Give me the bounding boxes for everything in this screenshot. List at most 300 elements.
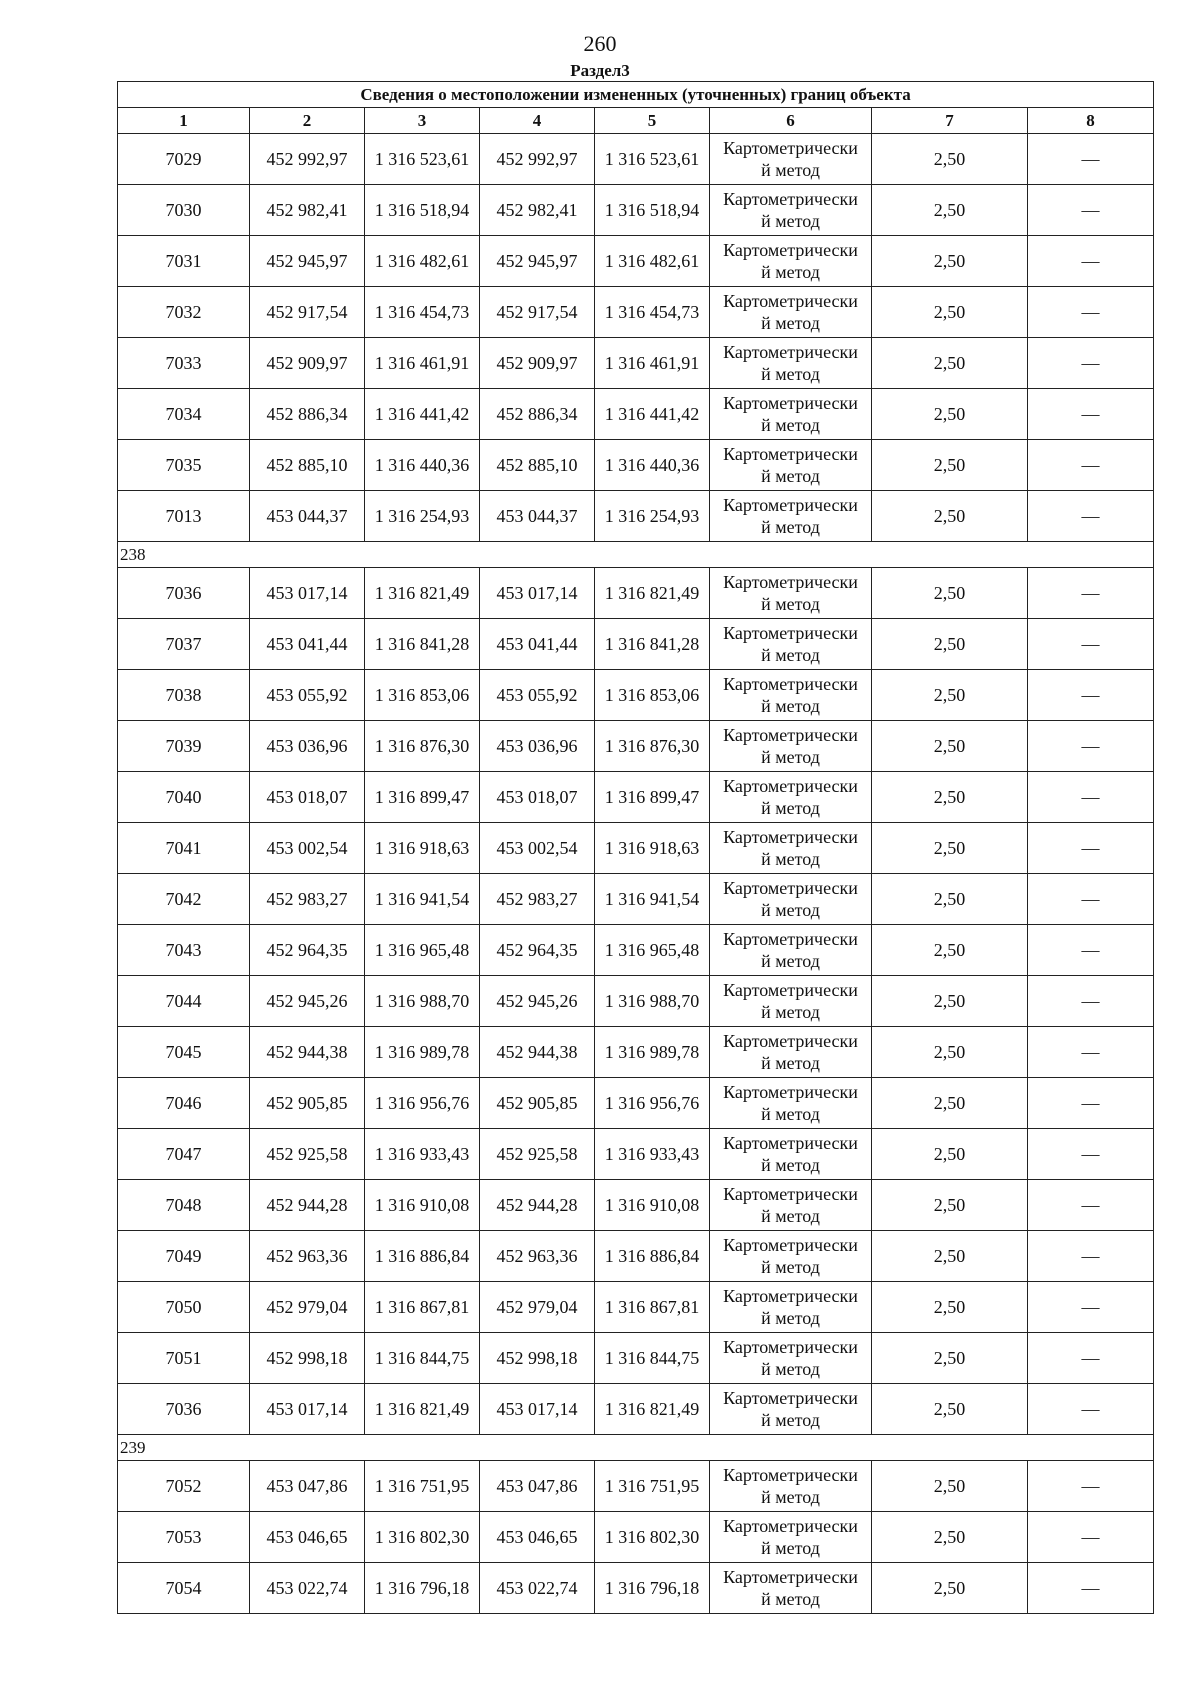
method-text-line: й метод: [761, 466, 820, 486]
cell-y-old: 1 316 461,91: [365, 338, 480, 389]
column-number-1: 1: [118, 108, 250, 134]
cell-y-old: 1 316 886,84: [365, 1231, 480, 1282]
cell-method: [710, 134, 872, 185]
cell-method: [710, 1231, 872, 1282]
cell-method: [710, 1180, 872, 1231]
method-text-line: Картометрически: [723, 929, 858, 949]
cell-y-new: 1 316 440,36: [595, 440, 710, 491]
cell-method: [710, 1078, 872, 1129]
method-text-line: Картометрически: [723, 1184, 858, 1204]
cell-x-new: 452 905,85: [480, 1078, 595, 1129]
cell-description: —: [1028, 568, 1154, 619]
cell-y-old: 1 316 941,54: [365, 874, 480, 925]
cell-description: —: [1028, 338, 1154, 389]
cell-point-number: 7054: [118, 1563, 250, 1614]
cell-accuracy: 2,50: [872, 823, 1028, 874]
cell-accuracy: 2,50: [872, 1563, 1028, 1614]
method-text-line: Картометрически: [723, 1337, 858, 1357]
cell-x-new: 452 945,26: [480, 976, 595, 1027]
cell-x-old: 452 925,58: [250, 1129, 365, 1180]
cell-x-old: 452 909,97: [250, 338, 365, 389]
column-number-7: 7: [872, 108, 1028, 134]
cell-description: —: [1028, 236, 1154, 287]
table-row: [118, 1129, 1154, 1180]
table-caption: Сведения о местоположении измененных (уточненных) границ объекта: [118, 82, 1154, 108]
cell-x-new: 453 047,86: [480, 1461, 595, 1512]
cell-accuracy: 2,50: [872, 491, 1028, 542]
cell-description: —: [1028, 772, 1154, 823]
cell-x-new: 452 992,97: [480, 134, 595, 185]
cell-description: —: [1028, 287, 1154, 338]
cell-accuracy: 2,50: [872, 134, 1028, 185]
cell-y-old: 1 316 876,30: [365, 721, 480, 772]
cell-x-old: 452 944,38: [250, 1027, 365, 1078]
method-text-line: й метод: [761, 211, 820, 231]
cell-accuracy: 2,50: [872, 874, 1028, 925]
cell-method: [710, 1512, 872, 1563]
cell-accuracy: 2,50: [872, 338, 1028, 389]
cell-y-old: 1 316 254,93: [365, 491, 480, 542]
cell-y-new: 1 316 802,30: [595, 1512, 710, 1563]
table-row: [118, 925, 1154, 976]
table-row: [118, 976, 1154, 1027]
cell-method: [710, 236, 872, 287]
cell-x-old: 452 886,34: [250, 389, 365, 440]
cell-description: —: [1028, 134, 1154, 185]
cell-accuracy: 2,50: [872, 236, 1028, 287]
cell-y-new: 1 316 965,48: [595, 925, 710, 976]
table-row: [118, 874, 1154, 925]
cell-method: [710, 440, 872, 491]
cell-x-old: 453 055,92: [250, 670, 365, 721]
method-text-line: Картометрически: [723, 495, 858, 515]
cell-y-old: 1 316 751,95: [365, 1461, 480, 1512]
cell-accuracy: 2,50: [872, 1027, 1028, 1078]
cell-y-new: 1 316 899,47: [595, 772, 710, 823]
method-text-line: й метод: [761, 798, 820, 818]
cell-x-new: 453 022,74: [480, 1563, 595, 1614]
method-text-line: й метод: [761, 313, 820, 333]
cell-x-old: 453 017,14: [250, 568, 365, 619]
cell-description: —: [1028, 1384, 1154, 1435]
cell-description: —: [1028, 1027, 1154, 1078]
cell-y-new: 1 316 454,73: [595, 287, 710, 338]
cell-y-old: 1 316 821,49: [365, 1384, 480, 1435]
cell-method: [710, 874, 872, 925]
table-row: [118, 389, 1154, 440]
cell-description: —: [1028, 1180, 1154, 1231]
cell-accuracy: 2,50: [872, 1282, 1028, 1333]
cell-y-new: 1 316 821,49: [595, 1384, 710, 1435]
method-text-line: й метод: [761, 1053, 820, 1073]
cell-y-old: 1 316 440,36: [365, 440, 480, 491]
cell-point-number: 7048: [118, 1180, 250, 1231]
cell-description: —: [1028, 976, 1154, 1027]
cell-method: [710, 925, 872, 976]
method-text-line: Картометрически: [723, 1465, 858, 1485]
cell-point-number: 7032: [118, 287, 250, 338]
cell-description: —: [1028, 1078, 1154, 1129]
cell-method: [710, 338, 872, 389]
cell-point-number: 7036: [118, 568, 250, 619]
method-text-line: й метод: [761, 645, 820, 665]
method-text-line: й метод: [761, 747, 820, 767]
cell-x-new: 453 041,44: [480, 619, 595, 670]
cell-accuracy: 2,50: [872, 440, 1028, 491]
cell-x-new: 453 018,07: [480, 772, 595, 823]
method-text-line: Картометрически: [723, 138, 858, 158]
cell-method: [710, 491, 872, 542]
cell-y-old: 1 316 844,75: [365, 1333, 480, 1384]
section-title: Раздел3: [570, 61, 630, 80]
cell-y-old: 1 316 821,49: [365, 568, 480, 619]
method-text-line: й метод: [761, 1002, 820, 1022]
column-numbers-row: [118, 108, 1154, 134]
cell-x-old: 452 992,97: [250, 134, 365, 185]
cell-x-old: 452 905,85: [250, 1078, 365, 1129]
method-text-line: Картометрически: [723, 393, 858, 413]
cell-point-number: 7052: [118, 1461, 250, 1512]
cell-x-old: 452 885,10: [250, 440, 365, 491]
method-text-line: Картометрически: [723, 674, 858, 694]
method-text-line: й метод: [761, 1206, 820, 1226]
table-row: [118, 772, 1154, 823]
cell-method: [710, 568, 872, 619]
cell-description: —: [1028, 1461, 1154, 1512]
table-row: [118, 1282, 1154, 1333]
cell-point-number: 7044: [118, 976, 250, 1027]
cell-x-old: 453 041,44: [250, 619, 365, 670]
method-text-line: Картометрически: [723, 189, 858, 209]
cell-accuracy: 2,50: [872, 185, 1028, 236]
group-label: 238: [118, 542, 1154, 568]
table-row: [118, 1461, 1154, 1512]
cell-point-number: 7050: [118, 1282, 250, 1333]
cell-y-old: 1 316 802,30: [365, 1512, 480, 1563]
cell-x-new: 452 944,38: [480, 1027, 595, 1078]
table-row: [118, 491, 1154, 542]
cell-accuracy: 2,50: [872, 568, 1028, 619]
cell-x-new: 452 925,58: [480, 1129, 595, 1180]
cell-x-new: 452 998,18: [480, 1333, 595, 1384]
cell-x-new: 452 963,36: [480, 1231, 595, 1282]
cell-x-new: 452 917,54: [480, 287, 595, 338]
cell-y-new: 1 316 518,94: [595, 185, 710, 236]
cell-method: [710, 389, 872, 440]
cell-x-old: 452 964,35: [250, 925, 365, 976]
cell-description: —: [1028, 619, 1154, 670]
cell-x-old: 453 017,14: [250, 1384, 365, 1435]
cell-x-old: 452 998,18: [250, 1333, 365, 1384]
cell-description: —: [1028, 1333, 1154, 1384]
method-text-line: й метод: [761, 1410, 820, 1430]
cell-y-new: 1 316 796,18: [595, 1563, 710, 1614]
cell-method: [710, 619, 872, 670]
method-text-line: й метод: [761, 849, 820, 869]
group-row: [118, 1435, 1154, 1461]
cell-description: —: [1028, 491, 1154, 542]
cell-y-new: 1 316 910,08: [595, 1180, 710, 1231]
cell-y-new: 1 316 523,61: [595, 134, 710, 185]
cell-y-new: 1 316 867,81: [595, 1282, 710, 1333]
method-text-line: Картометрически: [723, 827, 858, 847]
method-text-line: й метод: [761, 1104, 820, 1124]
page-number: 260: [583, 31, 617, 56]
table-row: [118, 236, 1154, 287]
method-text-line: й метод: [761, 594, 820, 614]
cell-y-new: 1 316 751,95: [595, 1461, 710, 1512]
cell-method: [710, 1384, 872, 1435]
cell-accuracy: 2,50: [872, 976, 1028, 1027]
cell-y-old: 1 316 796,18: [365, 1563, 480, 1614]
cell-method: [710, 772, 872, 823]
cell-description: —: [1028, 823, 1154, 874]
table-row: [118, 823, 1154, 874]
column-number-2: 2: [250, 108, 365, 134]
cell-y-new: 1 316 876,30: [595, 721, 710, 772]
cell-description: —: [1028, 1282, 1154, 1333]
cell-x-new: 452 885,10: [480, 440, 595, 491]
cell-y-new: 1 316 956,76: [595, 1078, 710, 1129]
method-text-line: й метод: [761, 1155, 820, 1175]
cell-method: [710, 1027, 872, 1078]
cell-point-number: 7037: [118, 619, 250, 670]
cell-accuracy: 2,50: [872, 1512, 1028, 1563]
cell-method: [710, 185, 872, 236]
method-text-line: й метод: [761, 1359, 820, 1379]
cell-y-old: 1 316 899,47: [365, 772, 480, 823]
cell-accuracy: 2,50: [872, 287, 1028, 338]
column-number-6: 6: [710, 108, 872, 134]
cell-y-new: 1 316 844,75: [595, 1333, 710, 1384]
table-row: [118, 185, 1154, 236]
cell-accuracy: 2,50: [872, 619, 1028, 670]
table-row: [118, 1231, 1154, 1282]
cell-description: —: [1028, 670, 1154, 721]
cell-accuracy: 2,50: [872, 721, 1028, 772]
cell-x-old: 453 022,74: [250, 1563, 365, 1614]
table-row: [118, 1563, 1154, 1614]
cell-description: —: [1028, 1129, 1154, 1180]
cell-accuracy: 2,50: [872, 1333, 1028, 1384]
cell-y-new: 1 316 918,63: [595, 823, 710, 874]
method-text-line: й метод: [761, 1487, 820, 1507]
cell-y-old: 1 316 910,08: [365, 1180, 480, 1231]
cell-description: —: [1028, 925, 1154, 976]
cell-x-old: 452 944,28: [250, 1180, 365, 1231]
cell-description: —: [1028, 389, 1154, 440]
cell-description: —: [1028, 1563, 1154, 1614]
cell-x-old: 453 046,65: [250, 1512, 365, 1563]
cell-x-old: 452 979,04: [250, 1282, 365, 1333]
method-text-line: й метод: [761, 1538, 820, 1558]
column-number-4: 4: [480, 108, 595, 134]
cell-description: —: [1028, 1512, 1154, 1563]
cell-y-new: 1 316 441,42: [595, 389, 710, 440]
cell-accuracy: 2,50: [872, 389, 1028, 440]
table-row: [118, 1333, 1154, 1384]
cell-point-number: 7013: [118, 491, 250, 542]
table-row: [118, 134, 1154, 185]
cell-x-new: 453 055,92: [480, 670, 595, 721]
table-row: [118, 440, 1154, 491]
cell-x-new: 453 036,96: [480, 721, 595, 772]
method-text-line: Картометрически: [723, 291, 858, 311]
cell-x-old: 452 983,27: [250, 874, 365, 925]
method-text-line: й метод: [761, 1589, 820, 1609]
cell-point-number: 7040: [118, 772, 250, 823]
cell-x-old: 453 044,37: [250, 491, 365, 542]
cell-method: [710, 976, 872, 1027]
table-row: [118, 670, 1154, 721]
cell-point-number: 7051: [118, 1333, 250, 1384]
table-row: [118, 721, 1154, 772]
cell-accuracy: 2,50: [872, 1180, 1028, 1231]
cell-point-number: 7034: [118, 389, 250, 440]
cell-x-new: 452 944,28: [480, 1180, 595, 1231]
cell-y-old: 1 316 853,06: [365, 670, 480, 721]
cell-accuracy: 2,50: [872, 925, 1028, 976]
cell-point-number: 7043: [118, 925, 250, 976]
method-text-line: й метод: [761, 951, 820, 971]
method-text-line: Картометрически: [723, 1388, 858, 1408]
table-row: [118, 1078, 1154, 1129]
method-text-line: Картометрически: [723, 572, 858, 592]
cell-method: [710, 721, 872, 772]
cell-description: —: [1028, 1231, 1154, 1282]
cell-point-number: 7033: [118, 338, 250, 389]
cell-x-new: 453 017,14: [480, 1384, 595, 1435]
cell-point-number: 7042: [118, 874, 250, 925]
method-text-line: Картометрически: [723, 623, 858, 643]
cell-y-new: 1 316 254,93: [595, 491, 710, 542]
method-text-line: й метод: [761, 1308, 820, 1328]
cell-x-new: 452 983,27: [480, 874, 595, 925]
cell-y-old: 1 316 989,78: [365, 1027, 480, 1078]
method-text-line: й метод: [761, 900, 820, 920]
method-text-line: Картометрически: [723, 1516, 858, 1536]
cell-x-new: 452 979,04: [480, 1282, 595, 1333]
cell-x-new: 452 964,35: [480, 925, 595, 976]
column-number-5: 5: [595, 108, 710, 134]
cell-x-new: 452 886,34: [480, 389, 595, 440]
method-text-line: й метод: [761, 1257, 820, 1277]
cell-method: [710, 1129, 872, 1180]
cell-y-new: 1 316 841,28: [595, 619, 710, 670]
group-label: 239: [118, 1435, 1154, 1461]
table-row: [118, 1027, 1154, 1078]
method-text-line: Картометрически: [723, 776, 858, 796]
cell-accuracy: 2,50: [872, 772, 1028, 823]
cell-point-number: 7041: [118, 823, 250, 874]
method-text-line: Картометрически: [723, 725, 858, 745]
cell-x-old: 453 018,07: [250, 772, 365, 823]
column-number-3: 3: [365, 108, 480, 134]
group-row: [118, 542, 1154, 568]
cell-x-old: 452 945,97: [250, 236, 365, 287]
cell-x-new: 452 982,41: [480, 185, 595, 236]
method-text-line: Картометрически: [723, 1235, 858, 1255]
column-number-8: 8: [1028, 108, 1154, 134]
cell-y-old: 1 316 454,73: [365, 287, 480, 338]
cell-y-old: 1 316 965,48: [365, 925, 480, 976]
cell-y-old: 1 316 918,63: [365, 823, 480, 874]
method-text-line: й метод: [761, 160, 820, 180]
cell-point-number: 7031: [118, 236, 250, 287]
cell-x-new: 453 017,14: [480, 568, 595, 619]
method-text-line: Картометрически: [723, 1031, 858, 1051]
cell-accuracy: 2,50: [872, 1461, 1028, 1512]
cell-description: —: [1028, 185, 1154, 236]
cell-description: —: [1028, 874, 1154, 925]
table-row: [118, 1180, 1154, 1231]
method-text-line: Картометрически: [723, 878, 858, 898]
table-row: [118, 1512, 1154, 1563]
cell-point-number: 7038: [118, 670, 250, 721]
cell-method: [710, 1282, 872, 1333]
cell-x-new: 452 945,97: [480, 236, 595, 287]
cell-point-number: 7035: [118, 440, 250, 491]
cell-y-old: 1 316 956,76: [365, 1078, 480, 1129]
cell-point-number: 7046: [118, 1078, 250, 1129]
cell-y-old: 1 316 988,70: [365, 976, 480, 1027]
cell-y-new: 1 316 989,78: [595, 1027, 710, 1078]
table-row: [118, 568, 1154, 619]
cell-x-new: 452 909,97: [480, 338, 595, 389]
method-text-line: Картометрически: [723, 1567, 858, 1587]
cell-method: [710, 1461, 872, 1512]
cell-x-new: 453 044,37: [480, 491, 595, 542]
method-text-line: й метод: [761, 262, 820, 282]
cell-x-old: 453 036,96: [250, 721, 365, 772]
method-text-line: Картометрически: [723, 1133, 858, 1153]
cell-y-new: 1 316 821,49: [595, 568, 710, 619]
cell-description: —: [1028, 721, 1154, 772]
cell-x-old: 453 047,86: [250, 1461, 365, 1512]
cell-y-new: 1 316 886,84: [595, 1231, 710, 1282]
table-row: [118, 338, 1154, 389]
method-text-line: Картометрически: [723, 444, 858, 464]
method-text-line: й метод: [761, 696, 820, 716]
method-text-line: й метод: [761, 415, 820, 435]
table-row: [118, 619, 1154, 670]
method-text-line: й метод: [761, 364, 820, 384]
cell-point-number: 7039: [118, 721, 250, 772]
table-row: [118, 1384, 1154, 1435]
cell-x-new: 453 046,65: [480, 1512, 595, 1563]
cell-accuracy: 2,50: [872, 670, 1028, 721]
cell-point-number: 7036: [118, 1384, 250, 1435]
cell-x-old: 453 002,54: [250, 823, 365, 874]
cell-method: [710, 1333, 872, 1384]
cell-y-old: 1 316 933,43: [365, 1129, 480, 1180]
method-text-line: й метод: [761, 517, 820, 537]
cell-y-new: 1 316 482,61: [595, 236, 710, 287]
cell-y-old: 1 316 482,61: [365, 236, 480, 287]
cell-y-new: 1 316 988,70: [595, 976, 710, 1027]
cell-x-old: 452 963,36: [250, 1231, 365, 1282]
cell-x-old: 452 945,26: [250, 976, 365, 1027]
cell-x-old: 452 917,54: [250, 287, 365, 338]
table-row: [118, 287, 1154, 338]
cell-point-number: 7029: [118, 134, 250, 185]
cell-y-new: 1 316 461,91: [595, 338, 710, 389]
table-body: [118, 134, 1154, 1614]
cell-description: —: [1028, 440, 1154, 491]
cell-y-new: 1 316 933,43: [595, 1129, 710, 1180]
cell-accuracy: 2,50: [872, 1231, 1028, 1282]
cell-y-old: 1 316 441,42: [365, 389, 480, 440]
